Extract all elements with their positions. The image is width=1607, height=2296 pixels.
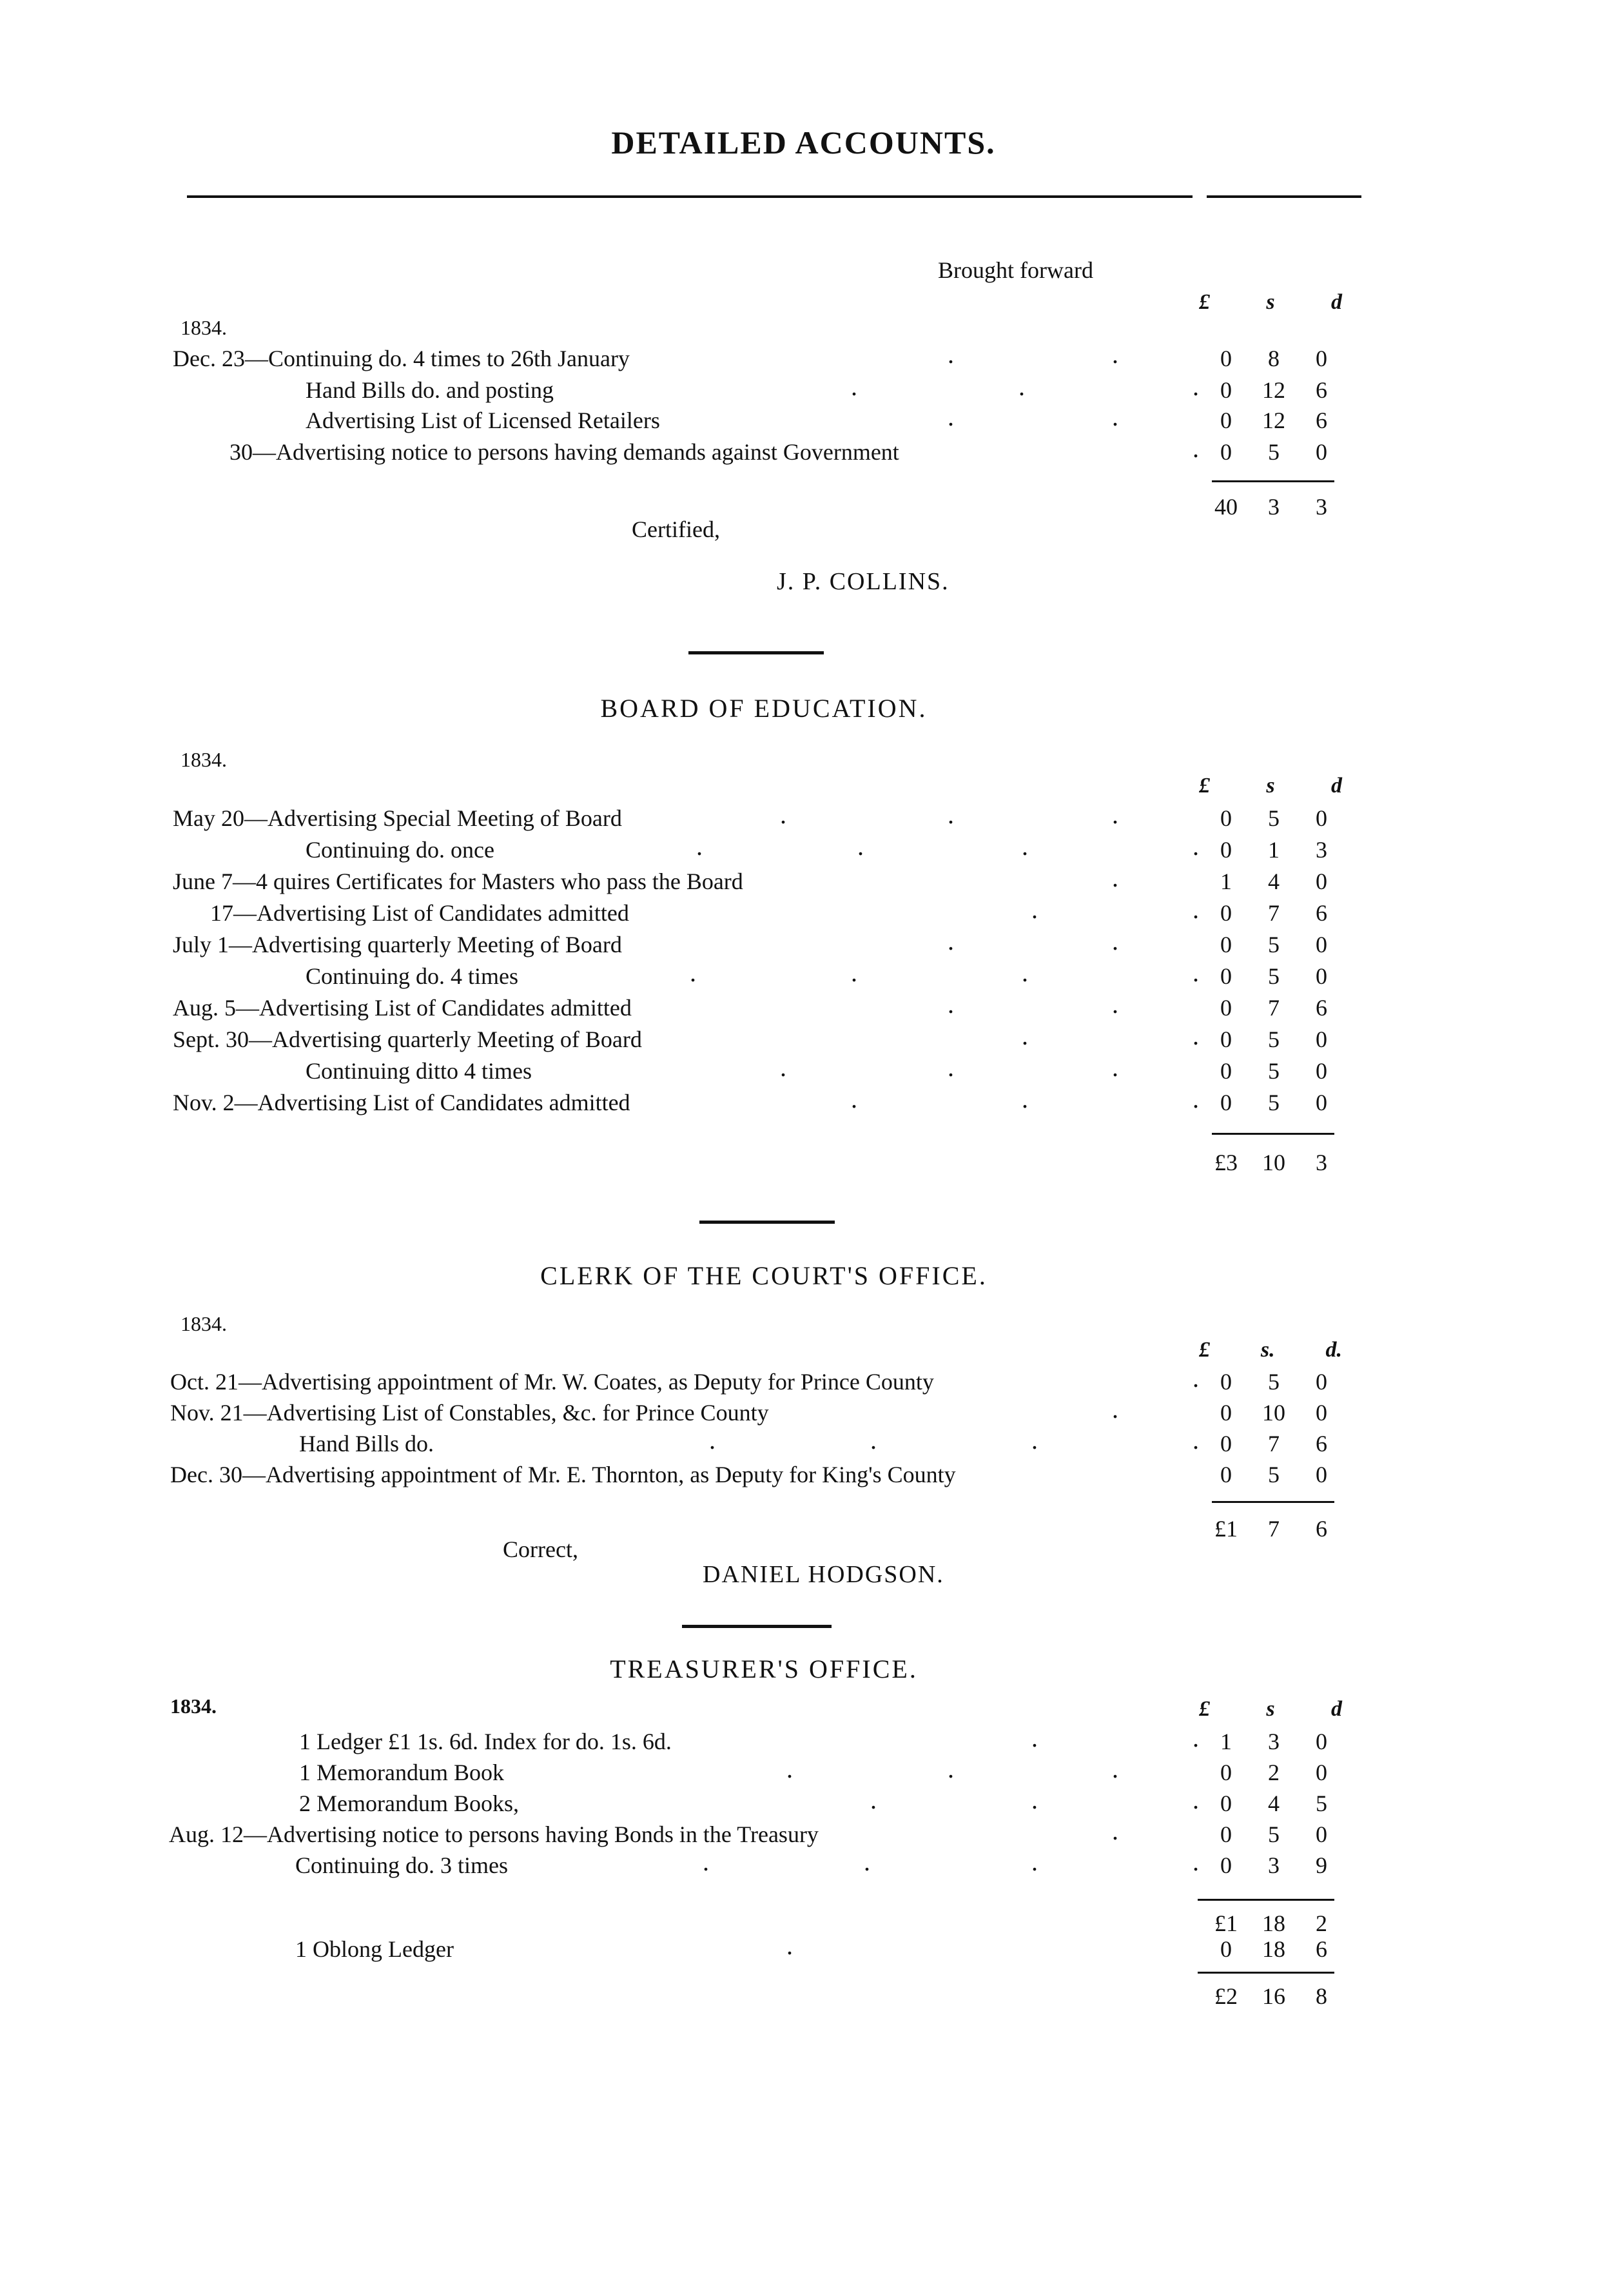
account-line: Sept. 30—Advertising quarterly Meeting of Board bbox=[173, 1026, 642, 1052]
total-rule bbox=[1198, 1972, 1334, 1974]
signature: DANIEL HODGSON. bbox=[703, 1561, 944, 1588]
amount: 0 5 0 bbox=[1220, 805, 1327, 831]
section-divider bbox=[699, 1221, 835, 1224]
amount: 0 5 0 bbox=[1220, 1369, 1327, 1395]
section-divider bbox=[682, 1625, 832, 1628]
account-line: 17—Advertising List of Candidates admitted bbox=[210, 900, 629, 926]
certified-label: Certified, bbox=[632, 516, 720, 542]
shillings-header: s bbox=[1266, 290, 1275, 314]
amount: 0 18 6 bbox=[1220, 1936, 1327, 1962]
account-line: Continuing do. 3 times bbox=[295, 1852, 509, 1878]
total-amount: £2 16 8 bbox=[1214, 1983, 1327, 2009]
title-rule-right bbox=[1207, 195, 1361, 198]
account-line: Dec. 30—Advertising appointment of Mr. E. Thornton, as Deputy for King's County bbox=[170, 1462, 956, 1487]
amount: 1 3 0 bbox=[1220, 1729, 1327, 1754]
shillings-header: s. bbox=[1260, 1338, 1275, 1362]
account-line: 2 Memorandum Books, bbox=[299, 1791, 519, 1816]
pounds-header: £ bbox=[1199, 1338, 1210, 1362]
account-line: Continuing do. 4 times bbox=[306, 963, 519, 989]
section-heading: CLERK OF THE COURT'S OFFICE. bbox=[540, 1261, 988, 1290]
brought-forward-label: Brought forward bbox=[938, 257, 1093, 283]
year-label: 1834. bbox=[180, 748, 227, 771]
title-rule bbox=[187, 195, 1193, 198]
account-line: Aug. 5—Advertising List of Candidates admitted bbox=[173, 995, 632, 1021]
account-line: Oct. 21—Advertising appointment of Mr. W. Coates, as Deputy for Prince County bbox=[170, 1369, 934, 1395]
section-heading: BOARD OF EDUCATION. bbox=[600, 694, 928, 723]
total-rule bbox=[1212, 1133, 1334, 1135]
total-amount: £3 10 3 bbox=[1214, 1150, 1327, 1175]
account-line: Dec. 23—Continuing do. 4 times to 26th January bbox=[173, 346, 630, 371]
pounds-header: £ bbox=[1199, 1697, 1210, 1721]
total-rule bbox=[1212, 480, 1334, 482]
currency-header bbox=[1199, 1697, 1342, 1722]
amount: 0 2 0 bbox=[1220, 1760, 1327, 1785]
total-amount: £1 7 6 bbox=[1214, 1516, 1327, 1542]
amount: 0 3 9 bbox=[1220, 1852, 1327, 1878]
year-label: 1834. bbox=[170, 1694, 217, 1718]
pence-header: d. bbox=[1325, 1338, 1342, 1362]
subtotal-rule bbox=[1198, 1899, 1334, 1901]
amount: 0 5 0 bbox=[1220, 963, 1327, 989]
account-line: July 1—Advertising quarterly Meeting of Board bbox=[173, 932, 622, 957]
shillings-header: s bbox=[1266, 1697, 1275, 1721]
amount: 0 5 0 bbox=[1220, 439, 1327, 465]
amount: 1 4 0 bbox=[1220, 868, 1327, 894]
amount: 0 5 0 bbox=[1220, 1058, 1327, 1084]
currency-header bbox=[1199, 1338, 1342, 1362]
amount: 0 12 6 bbox=[1220, 407, 1327, 433]
account-line: Hand Bills do. and posting bbox=[306, 377, 554, 403]
account-line: Nov. 21—Advertising List of Constables, &c. for Prince County bbox=[170, 1400, 769, 1426]
amount: 0 4 5 bbox=[1220, 1791, 1327, 1816]
amount: 0 5 0 bbox=[1220, 1462, 1327, 1487]
account-line: 1 Memorandum Book bbox=[299, 1760, 504, 1785]
year-label: 1834. bbox=[180, 316, 227, 339]
amount: 0 1 3 bbox=[1220, 837, 1327, 863]
amount: 0 10 0 bbox=[1220, 1400, 1327, 1426]
signature: J. P. COLLINS. bbox=[777, 568, 950, 595]
section-divider bbox=[688, 651, 824, 654]
account-line: Nov. 2—Advertising List of Candidates admitted bbox=[173, 1090, 630, 1115]
amount: 0 5 0 bbox=[1220, 1026, 1327, 1052]
amount: 0 5 0 bbox=[1220, 1090, 1327, 1115]
pounds-header: £ bbox=[1199, 774, 1210, 798]
account-line: Aug. 12—Advertising notice to persons having Bonds in the Treasury bbox=[169, 1821, 819, 1847]
amount: 0 7 6 bbox=[1220, 1431, 1327, 1457]
page-title: DETAILED ACCOUNTS. bbox=[611, 124, 996, 161]
pence-header: d bbox=[1330, 290, 1342, 314]
shillings-header: s bbox=[1266, 774, 1275, 798]
total-rule bbox=[1212, 1501, 1334, 1503]
correct-label: Correct, bbox=[503, 1536, 578, 1562]
pence-header: d bbox=[1330, 1697, 1342, 1721]
amount: 0 7 6 bbox=[1220, 900, 1327, 926]
account-line: Advertising List of Licensed Retailers bbox=[306, 407, 660, 433]
subtotal-amount: £1 18 2 bbox=[1214, 1910, 1327, 1936]
total-amount: 40 3 3 bbox=[1214, 494, 1327, 520]
account-line: 30—Advertising notice to persons having demands against Government bbox=[229, 439, 899, 465]
amount: 0 8 0 bbox=[1220, 346, 1327, 371]
account-line: 1 Oblong Ledger bbox=[295, 1936, 454, 1962]
currency-header bbox=[1199, 774, 1342, 798]
year-label: 1834. bbox=[180, 1312, 227, 1335]
amount: 0 12 6 bbox=[1220, 377, 1327, 403]
amount: 0 7 6 bbox=[1220, 995, 1327, 1021]
account-line: Continuing do. once bbox=[306, 837, 494, 863]
amount: 0 5 0 bbox=[1220, 1821, 1327, 1847]
pounds-header: £ bbox=[1199, 290, 1210, 314]
pence-header: d bbox=[1330, 774, 1342, 798]
section-heading: TREASURER'S OFFICE. bbox=[610, 1654, 918, 1683]
account-line: June 7—4 quires Certificates for Masters who pass the Board bbox=[173, 868, 743, 894]
currency-header bbox=[1199, 290, 1342, 315]
account-line: Hand Bills do. bbox=[299, 1431, 434, 1457]
account-line: 1 Ledger £1 1s. 6d. Index for do. 1s. 6d. bbox=[299, 1729, 672, 1754]
account-line: May 20—Advertising Special Meeting of Board bbox=[173, 805, 622, 831]
amount: 0 5 0 bbox=[1220, 932, 1327, 957]
account-line: Continuing ditto 4 times bbox=[306, 1058, 532, 1084]
